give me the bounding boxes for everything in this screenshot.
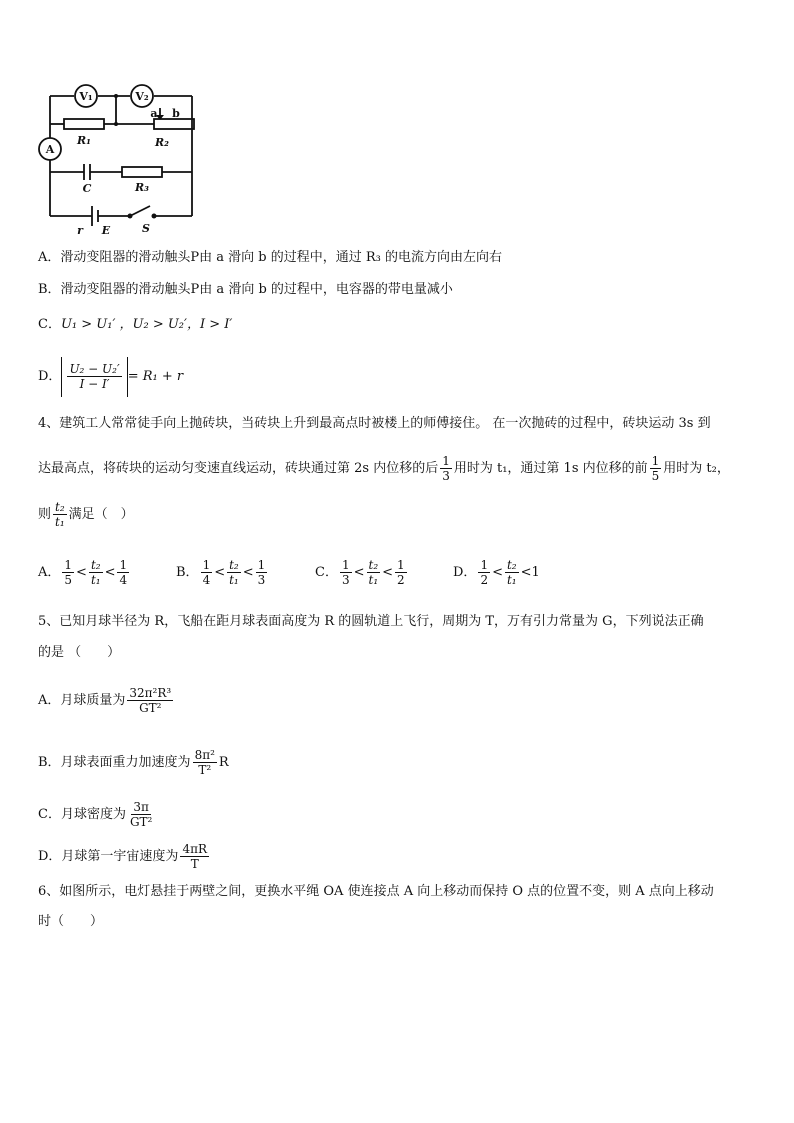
q6-line1: 6、如图所示，电灯悬挂于两壁之间，更换水平绳 OA 使连接点 A 向上移动而保持 O 点的位置不变，则 A 点向上移动 — [38, 884, 714, 899]
circuit-diagram — [30, 80, 230, 240]
q4-line3a: 则 — [38, 507, 52, 522]
r2-label: R₂ — [155, 136, 169, 149]
q4-line2 — [38, 452, 730, 486]
q3-option-b: B．滑动变阻器的滑动触头P由 a 滑向 b 的过程中，电容器的带电量减小 — [38, 282, 453, 297]
q4-frac1-num: 1 — [442, 454, 450, 468]
v1-label: V₁ — [79, 90, 93, 103]
q4-line2a: 达最高点，将砖块的运动匀变速直线运动，砖块通过第 2s 内位移的后 — [38, 461, 439, 476]
q4-line3b: 满足（ ） — [68, 507, 134, 522]
q4-line3 — [38, 498, 134, 532]
q3-option-c-label: C． — [38, 317, 61, 332]
q4-line2b: 用时为 t₁，通过第 1s 内位移的前 — [453, 461, 648, 476]
emf-label: E — [101, 224, 111, 237]
q3-option-c — [38, 315, 232, 335]
q3-option-d-rhs: = R₁ + r — [127, 369, 184, 384]
q4-option-c: C． $\frac{1}{3}$ < $\frac{\text{t₂}}{\text{t₁}}$ < $\frac{1}{2}$ — [315, 558, 405, 587]
q5-line2: 的是 （ ） — [38, 645, 121, 660]
q4-option-b: B． $\frac{1}{4}$ < $\frac{\text{t₂}}{\text{t₁}}$ < $\frac{1}{3}$ — [176, 558, 266, 587]
q4-ratio-num: t₂ — [55, 500, 65, 514]
q4-option-a: A． $\frac{1}{5}$ < $\frac{\text{t₂}}{\text{t₁}}$ < $\frac{1}{4}$ — [38, 558, 128, 587]
q5-option-d: D．月球第一宇宙速度为 $\frac{4\pi R}{T}$ — [38, 842, 207, 871]
slider-a-label: a — [150, 107, 158, 120]
q5-option-c: C．月球密度为 $\frac{3\pi}{\text{GT²}}$ — [38, 800, 153, 829]
q3-option-d — [38, 356, 183, 398]
q4-ratio-den: t₁ — [55, 515, 65, 529]
internal-resistance-label: r — [77, 224, 83, 237]
q4-line2c: 用时为 t₂， — [663, 461, 730, 476]
q5-option-a: A．月球质量为 $\frac{\text{32π²R³}}{\text{GT²}}$ — [38, 686, 172, 715]
q4-line1: 4、建筑工人常常徒手向上抛砖块，当砖块上升到最高点时被楼上的师傅接住。 在一次抛砖的过程中，砖块运动 3s 到 — [38, 416, 711, 431]
q3-option-c-expr: U₁ > U₁′ ，U₂ > U₂′，I > I′ — [60, 317, 233, 332]
capacitor-label: C — [82, 182, 92, 195]
q5-option-b: B．月球表面重力加速度为 $\frac{\text{8π²}}{\text{T²}}$ R — [38, 748, 229, 777]
r1-label: R₁ — [77, 134, 91, 147]
q4-frac1-den: 3 — [442, 469, 450, 483]
v2-label: V₂ — [135, 90, 149, 103]
switch-label: S — [142, 222, 150, 235]
ammeter-label: A — [45, 143, 55, 156]
q3-option-a: A．滑动变阻器的滑动触头P由 a 滑向 b 的过程中，通过 R₃ 的电流方向由左向右 — [38, 250, 503, 265]
q3-option-d-den: I − I′ — [79, 377, 110, 391]
q4-option-d: D． $\frac{1}{2}$ < $\frac{\text{t₂}}{\text{t₁}}$ <1 — [453, 558, 540, 587]
q3-option-d-abs — [61, 357, 127, 397]
q5-line1: 5、已知月球半径为 R，飞船在距月球表面高度为 R 的圆轨道上飞行，周期为 T，万有引力常量为 G，下列说法正确 — [38, 614, 704, 629]
q3-option-d-num: U₂ − U₂′ — [69, 362, 120, 376]
q6-line2: 时（ ） — [38, 914, 104, 929]
r3-label: R₃ — [135, 181, 149, 194]
slider-b-label: b — [172, 107, 180, 120]
q4-frac2-num: 1 — [651, 454, 660, 468]
q4-frac2-den: 5 — [651, 469, 660, 483]
q3-option-d-label: D． — [38, 369, 62, 384]
